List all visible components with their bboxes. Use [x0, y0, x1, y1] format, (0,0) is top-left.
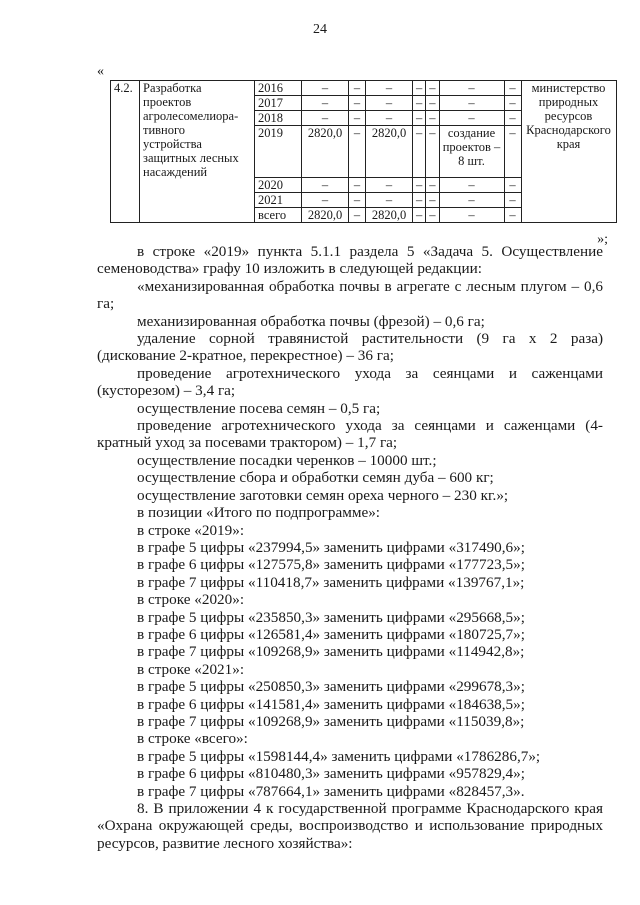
local-cell: –	[413, 96, 426, 111]
table-row	[111, 81, 617, 96]
extrabudget-cell: –	[426, 178, 439, 193]
total-cell: –	[302, 81, 349, 96]
replace-total-col5: в графе 5 цифры «1598144,4» заменить цифрами «1786286,7»;	[137, 747, 541, 765]
row-2020-heading: в строке «2020»:	[137, 591, 245, 609]
total-cell: 2820,0	[302, 208, 349, 223]
extrabudget-cell: –	[426, 193, 439, 208]
closing-quote: »;	[597, 232, 608, 247]
measure-name	[140, 81, 255, 223]
paragraph-appendix-4: 8. В приложении 4 к государственной программе Краснодарского края «Охрана окружающей среды, воспроизводство и использование природных ресурсов, развитие лесного хозяйства»:	[97, 800, 603, 852]
extra-cell: –	[504, 193, 521, 208]
regional-cell: –	[366, 81, 413, 96]
responsible-body-line: Краснодарского	[526, 123, 611, 137]
replace-2020-col5: в графе 5 цифры «235850,3» заменить цифрами «295668,5»;	[137, 608, 525, 626]
amendment-text	[97, 243, 603, 852]
extrabudget-cell: –	[426, 81, 439, 96]
item-walnut-seeds: осуществление заготовки семян ореха черного – 230 кг.»;	[137, 486, 509, 504]
row-total-heading: в строке «всего»:	[137, 730, 248, 748]
item-number: 4.2.	[111, 81, 140, 223]
responsible-body-line: ресурсов	[544, 109, 593, 123]
local-cell: –	[413, 208, 426, 223]
year-cell: 2018	[255, 111, 302, 126]
replace-2019-col7: в графе 7 цифры «110418,7» заменить цифрами «139767,1»;	[137, 573, 525, 591]
item-cuttings-planting: осуществление посадки черенков – 10000 шт.;	[137, 451, 437, 469]
replace-2021-col5: в графе 5 цифры «250850,3» заменить цифрами «299678,3»;	[137, 678, 525, 696]
responsible-body-line: природных	[538, 95, 599, 109]
row-2021-heading: в строке «2021»:	[137, 660, 245, 678]
regional-cell: –	[366, 96, 413, 111]
paragraph-seed-production: в строке «2019» пункта 5.1.1 раздела 5 «Задача 5. Осуществление семеноводства» графу 10 изложить в следующей редакции:	[97, 243, 603, 278]
responsible-body-line: края	[556, 137, 581, 151]
federal-cell: –	[349, 96, 366, 111]
result-cell: –	[439, 193, 504, 208]
replace-2020-col6: в графе 6 цифры «126581,4» заменить цифрами «180725,7»;	[137, 625, 525, 643]
measure-name-line: насаждений	[143, 165, 208, 179]
result-cell: –	[439, 111, 504, 126]
year-cell: всего	[255, 208, 302, 223]
local-cell: –	[413, 111, 426, 126]
regional-cell: 2820,0	[366, 126, 413, 178]
measure-name-line: агролесомелиора-	[143, 109, 239, 123]
replace-total-col6: в графе 6 цифры «810480,3» заменить цифрами «957829,4»;	[137, 765, 525, 783]
local-cell: –	[413, 126, 426, 178]
item-mill-processing: механизированная обработка почвы (фрезой) – 0,6 га;	[137, 312, 485, 330]
replace-total-col7: в графе 7 цифры «787664,1» заменить цифрами «828457,3».	[137, 782, 525, 800]
year-cell: 2016	[255, 81, 302, 96]
program-table	[110, 80, 617, 223]
measure-name-line: защитных лесных	[143, 151, 239, 165]
regional-cell: –	[366, 111, 413, 126]
federal-cell: –	[349, 193, 366, 208]
replace-2019-col5: в графе 5 цифры «237994,5» заменить цифрами «317490,6»;	[137, 538, 525, 556]
row-2019-heading: в строке «2019»:	[137, 521, 245, 539]
result-cell: –	[439, 178, 504, 193]
program-table-body	[111, 81, 617, 223]
total-cell: –	[302, 178, 349, 193]
year-cell: 2021	[255, 193, 302, 208]
extrabudget-cell: –	[426, 111, 439, 126]
item-weed-removal: удаление сорной травянистой растительности (9 га х 2 раза) (дискование 2-кратное, перекрестное) – 36 га;	[97, 330, 603, 365]
total-cell: –	[302, 96, 349, 111]
regional-cell: 2820,0	[366, 208, 413, 223]
item-seed-sowing: осуществление посева семян – 0,5 га;	[137, 399, 381, 417]
result-cell: –	[439, 96, 504, 111]
federal-cell: –	[349, 111, 366, 126]
opening-quote: «	[97, 64, 104, 79]
extra-cell: –	[504, 96, 521, 111]
result-cell: –	[439, 208, 504, 223]
regional-cell: –	[366, 178, 413, 193]
responsible-body	[521, 81, 616, 223]
extrabudget-cell: –	[426, 126, 439, 178]
local-cell: –	[413, 81, 426, 96]
subprogram-total-heading: в позиции «Итого по подпрограмме»:	[137, 504, 381, 522]
total-cell: 2820,0	[302, 126, 349, 178]
result-cell: –	[439, 81, 504, 96]
year-cell: 2017	[255, 96, 302, 111]
measure-name-line: устройства	[143, 137, 202, 151]
total-cell: –	[302, 193, 349, 208]
replace-2021-col7: в графе 7 цифры «109268,9» заменить цифрами «115039,8»;	[137, 712, 525, 730]
extra-cell: –	[504, 178, 521, 193]
federal-cell: –	[349, 81, 366, 96]
federal-cell: –	[349, 178, 366, 193]
year-cell: 2019	[255, 126, 302, 178]
measure-name-line: Разработка	[143, 81, 202, 95]
item-brushcutter-care: проведение агротехнического ухода за сеянцами и саженцами (кусторезом) – 3,4 га;	[97, 364, 603, 400]
replace-2021-col6: в графе 6 цифры «141581,4» заменить цифрами «184638,5»;	[137, 695, 525, 713]
regional-cell: –	[366, 193, 413, 208]
extra-cell: –	[504, 208, 521, 223]
year-cell: 2020	[255, 178, 302, 193]
item-plough-processing: «механизированная обработка почвы в агрегате с лесным плугом – 0,6 га;	[97, 277, 603, 313]
total-cell: –	[302, 111, 349, 126]
local-cell: –	[413, 178, 426, 193]
local-cell: –	[413, 193, 426, 208]
extra-cell: –	[504, 126, 521, 178]
federal-cell: –	[349, 208, 366, 223]
page-number: 24	[313, 22, 327, 37]
extra-cell: –	[504, 81, 521, 96]
replace-2020-col7: в графе 7 цифры «109268,9» заменить цифрами «114942,8»;	[137, 643, 525, 661]
result-cell: создание проектов – 8 шт.	[439, 126, 504, 178]
federal-cell: –	[349, 126, 366, 178]
measure-name-line: проектов	[143, 95, 192, 109]
replace-2019-col6: в графе 6 цифры «127575,8» заменить цифрами «177723,5»;	[137, 556, 525, 574]
extra-cell: –	[504, 111, 521, 126]
responsible-body-line: министерство	[531, 81, 606, 95]
extrabudget-cell: –	[426, 208, 439, 223]
item-oak-seeds: осуществление сбора и обработки семян дуба – 600 кг;	[137, 469, 494, 487]
item-tractor-care: проведение агротехнического ухода за сеянцами и саженцами (4-кратный уход за посевами трактором) – 1,7 га;	[97, 417, 603, 452]
measure-name-line: тивного	[143, 123, 186, 137]
extrabudget-cell: –	[426, 96, 439, 111]
